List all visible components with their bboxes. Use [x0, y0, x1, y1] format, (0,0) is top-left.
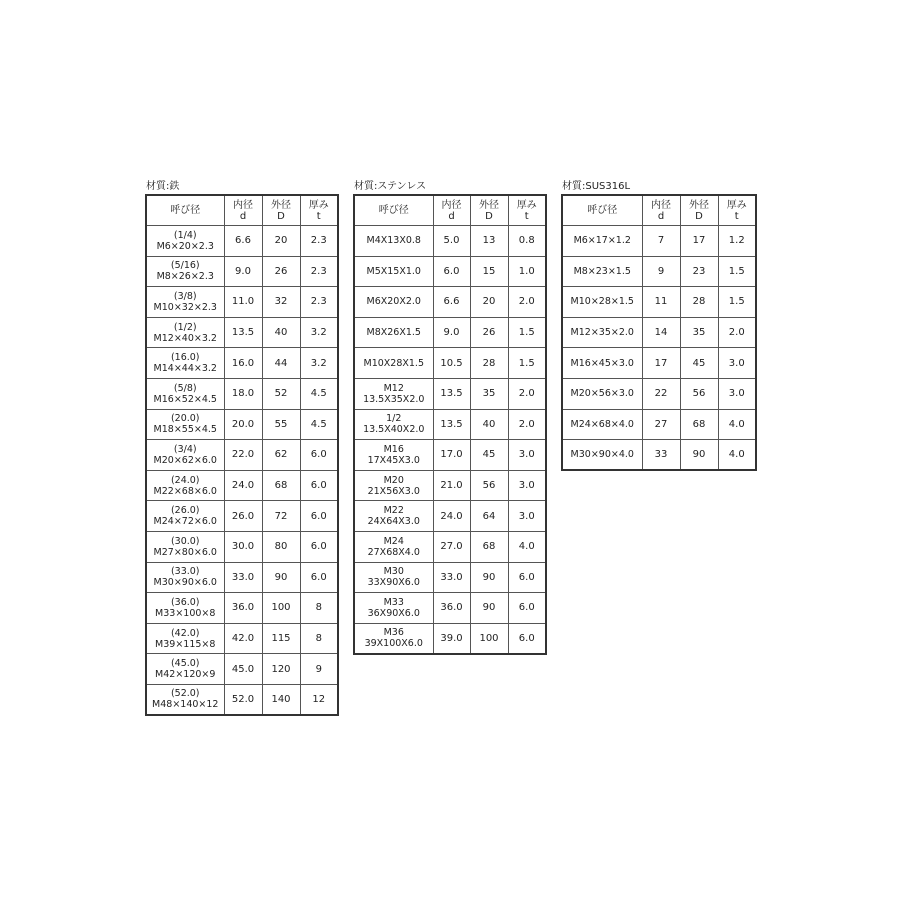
cell-thickness: 3.0: [508, 440, 546, 471]
cell-nominal-size: M8X26X1.5: [354, 317, 433, 348]
cell-outer-diameter: 100: [470, 623, 508, 654]
cell-outer-diameter: 140: [262, 684, 300, 715]
table-row: [146, 531, 338, 562]
cell-outer-diameter: 35: [470, 378, 508, 409]
table-row: [146, 501, 338, 532]
cell-inner-diameter: 7: [642, 226, 680, 257]
cell-thickness: 6.0: [508, 593, 546, 624]
cell-inner-diameter: 6.0: [433, 256, 470, 287]
table-row: [562, 256, 756, 287]
cell-inner-diameter: 16.0: [224, 348, 262, 379]
cell-nominal-size: (26.0) M24×72×6.0: [146, 501, 224, 532]
cell-thickness: 3.0: [718, 378, 756, 409]
table-row: [146, 256, 338, 287]
cell-outer-diameter: 120: [262, 654, 300, 685]
cell-nominal-size: (3/8) M10×32×2.3: [146, 287, 224, 318]
table-sus316l-block: [561, 181, 757, 471]
cell-outer-diameter: 26: [470, 317, 508, 348]
table-sus316l: [561, 194, 757, 471]
header-nominal-size: 呼び径: [354, 195, 433, 226]
cell-thickness: 4.5: [300, 378, 338, 409]
cell-outer-diameter: 45: [680, 348, 718, 379]
table-row: [562, 226, 756, 257]
cell-outer-diameter: 17: [680, 226, 718, 257]
cell-inner-diameter: 6.6: [224, 226, 262, 257]
cell-inner-diameter: 17.0: [433, 440, 470, 471]
cell-nominal-size: M5X15X1.0: [354, 256, 433, 287]
cell-thickness: 2.3: [300, 226, 338, 257]
cell-thickness: 2.0: [508, 287, 546, 318]
cell-thickness: 9: [300, 654, 338, 685]
cell-nominal-size: (20.0) M18×55×4.5: [146, 409, 224, 440]
cell-outer-diameter: 40: [470, 409, 508, 440]
cell-thickness: 8: [300, 593, 338, 624]
cell-outer-diameter: 44: [262, 348, 300, 379]
cell-nominal-size: M12 13.5X35X2.0: [354, 378, 433, 409]
cell-nominal-size: M30 33X90X6.0: [354, 562, 433, 593]
cell-nominal-size: M4X13X0.8: [354, 226, 433, 257]
cell-nominal-size: M22 24X64X3.0: [354, 501, 433, 532]
cell-nominal-size: M16 17X45X3.0: [354, 440, 433, 471]
table-header-row: [562, 195, 756, 226]
cell-inner-diameter: 13.5: [433, 409, 470, 440]
table-row: [354, 593, 546, 624]
cell-nominal-size: M12×35×2.0: [562, 317, 642, 348]
cell-outer-diameter: 55: [262, 409, 300, 440]
table-row: [354, 348, 546, 379]
cell-inner-diameter: 17: [642, 348, 680, 379]
cell-nominal-size: (3/4) M20×62×6.0: [146, 440, 224, 471]
cell-outer-diameter: 62: [262, 440, 300, 471]
cell-outer-diameter: 100: [262, 593, 300, 624]
cell-thickness: 3.0: [508, 470, 546, 501]
cell-outer-diameter: 20: [470, 287, 508, 318]
table-row: [354, 562, 546, 593]
cell-outer-diameter: 28: [680, 287, 718, 318]
cell-inner-diameter: 9: [642, 256, 680, 287]
cell-thickness: 12: [300, 684, 338, 715]
cell-thickness: 6.0: [508, 562, 546, 593]
table-iron: [145, 194, 339, 716]
cell-inner-diameter: 22.0: [224, 440, 262, 471]
cell-nominal-size: M6X20X2.0: [354, 287, 433, 318]
cell-outer-diameter: 56: [470, 470, 508, 501]
cell-outer-diameter: 23: [680, 256, 718, 287]
cell-inner-diameter: 18.0: [224, 378, 262, 409]
cell-nominal-size: M36 39X100X6.0: [354, 623, 433, 654]
table-row: [146, 684, 338, 715]
table-row: [146, 317, 338, 348]
cell-nominal-size: (24.0) M22×68×6.0: [146, 470, 224, 501]
header-thickness: 厚み t: [508, 195, 546, 226]
cell-outer-diameter: 15: [470, 256, 508, 287]
cell-nominal-size: M24 27X68X4.0: [354, 531, 433, 562]
table-row: [146, 593, 338, 624]
cell-inner-diameter: 42.0: [224, 623, 262, 654]
cell-thickness: 4.5: [300, 409, 338, 440]
table-row: [146, 348, 338, 379]
cell-nominal-size: M20×56×3.0: [562, 378, 642, 409]
cell-nominal-size: (33.0) M30×90×6.0: [146, 562, 224, 593]
table-row: [354, 226, 546, 257]
cell-nominal-size: (5/16) M8×26×2.3: [146, 256, 224, 287]
table-row: [562, 287, 756, 318]
cell-thickness: 6.0: [300, 501, 338, 532]
cell-inner-diameter: 14: [642, 317, 680, 348]
cell-inner-diameter: 21.0: [433, 470, 470, 501]
cell-thickness: 3.0: [718, 348, 756, 379]
table-row: [562, 378, 756, 409]
cell-inner-diameter: 27: [642, 409, 680, 440]
cell-outer-diameter: 52: [262, 378, 300, 409]
cell-nominal-size: (5/8) M16×52×4.5: [146, 378, 224, 409]
cell-thickness: 1.5: [508, 348, 546, 379]
cell-thickness: 6.0: [300, 531, 338, 562]
cell-nominal-size: M10X28X1.5: [354, 348, 433, 379]
cell-nominal-size: M16×45×3.0: [562, 348, 642, 379]
table-stainless-block: [353, 181, 547, 655]
cell-outer-diameter: 20: [262, 226, 300, 257]
cell-inner-diameter: 20.0: [224, 409, 262, 440]
table-sus316l-caption: 材質:SUS316L: [562, 181, 631, 192]
cell-outer-diameter: 90: [262, 562, 300, 593]
cell-thickness: 1.5: [718, 287, 756, 318]
cell-inner-diameter: 6.6: [433, 287, 470, 318]
cell-outer-diameter: 45: [470, 440, 508, 471]
header-outer-diameter: 外径 D: [470, 195, 508, 226]
table-header-row: [354, 195, 546, 226]
cell-nominal-size: M30×90×4.0: [562, 440, 642, 471]
cell-inner-diameter: 22: [642, 378, 680, 409]
cell-outer-diameter: 115: [262, 623, 300, 654]
table-iron-caption: 材質:鉄: [146, 181, 180, 192]
cell-outer-diameter: 64: [470, 501, 508, 532]
cell-thickness: 6.0: [300, 562, 338, 593]
table-row: [354, 317, 546, 348]
table-row: [354, 409, 546, 440]
cell-inner-diameter: 24.0: [224, 470, 262, 501]
cell-inner-diameter: 5.0: [433, 226, 470, 257]
header-nominal-size: 呼び径: [562, 195, 642, 226]
cell-thickness: 3.2: [300, 348, 338, 379]
table-row: [146, 654, 338, 685]
cell-thickness: 4.0: [718, 440, 756, 471]
cell-nominal-size: (30.0) M27×80×6.0: [146, 531, 224, 562]
table-row: [562, 348, 756, 379]
cell-inner-diameter: 26.0: [224, 501, 262, 532]
table-iron-block: [145, 181, 339, 716]
cell-outer-diameter: 26: [262, 256, 300, 287]
cell-thickness: 2.0: [718, 317, 756, 348]
cell-thickness: 1.2: [718, 226, 756, 257]
table-row: [354, 287, 546, 318]
cell-thickness: 0.8: [508, 226, 546, 257]
cell-thickness: 6.0: [508, 623, 546, 654]
cell-outer-diameter: 56: [680, 378, 718, 409]
cell-nominal-size: (36.0) M33×100×8: [146, 593, 224, 624]
table-row: [354, 256, 546, 287]
cell-inner-diameter: 11.0: [224, 287, 262, 318]
table-row: [562, 440, 756, 471]
cell-thickness: 6.0: [300, 440, 338, 471]
header-inner-diameter: 内径 d: [224, 195, 262, 226]
cell-inner-diameter: 24.0: [433, 501, 470, 532]
cell-thickness: 3.0: [508, 501, 546, 532]
cell-inner-diameter: 9.0: [433, 317, 470, 348]
cell-inner-diameter: 30.0: [224, 531, 262, 562]
header-thickness: 厚み t: [300, 195, 338, 226]
cell-thickness: 4.0: [508, 531, 546, 562]
table-row: [562, 317, 756, 348]
cell-inner-diameter: 9.0: [224, 256, 262, 287]
table-row: [354, 378, 546, 409]
cell-thickness: 2.0: [508, 378, 546, 409]
cell-outer-diameter: 90: [470, 593, 508, 624]
cell-thickness: 4.0: [718, 409, 756, 440]
cell-thickness: 6.0: [300, 470, 338, 501]
cell-outer-diameter: 90: [470, 562, 508, 593]
cell-inner-diameter: 45.0: [224, 654, 262, 685]
cell-outer-diameter: 68: [262, 470, 300, 501]
table-row: [146, 623, 338, 654]
table-row: [146, 562, 338, 593]
cell-thickness: 2.3: [300, 256, 338, 287]
header-outer-diameter: 外径 D: [680, 195, 718, 226]
cell-nominal-size: (42.0) M39×115×8: [146, 623, 224, 654]
header-inner-diameter: 内径 d: [433, 195, 470, 226]
cell-inner-diameter: 33: [642, 440, 680, 471]
table-stainless-caption: 材質:ステンレス: [354, 181, 427, 192]
cell-outer-diameter: 68: [680, 409, 718, 440]
cell-thickness: 1.5: [508, 317, 546, 348]
table-stainless: [353, 194, 547, 655]
cell-inner-diameter: 52.0: [224, 684, 262, 715]
cell-nominal-size: M8×23×1.5: [562, 256, 642, 287]
cell-inner-diameter: 10.5: [433, 348, 470, 379]
cell-outer-diameter: 72: [262, 501, 300, 532]
cell-inner-diameter: 33.0: [433, 562, 470, 593]
table-row: [146, 287, 338, 318]
cell-outer-diameter: 32: [262, 287, 300, 318]
cell-thickness: 1.5: [718, 256, 756, 287]
cell-thickness: 1.0: [508, 256, 546, 287]
cell-outer-diameter: 35: [680, 317, 718, 348]
table-row: [354, 531, 546, 562]
cell-inner-diameter: 36.0: [433, 593, 470, 624]
cell-nominal-size: (1/2) M12×40×3.2: [146, 317, 224, 348]
table-header-row: [146, 195, 338, 226]
cell-outer-diameter: 90: [680, 440, 718, 471]
cell-nominal-size: (52.0) M48×140×12: [146, 684, 224, 715]
cell-outer-diameter: 40: [262, 317, 300, 348]
table-row: [354, 470, 546, 501]
table-row: [354, 501, 546, 532]
cell-inner-diameter: 13.5: [224, 317, 262, 348]
cell-inner-diameter: 33.0: [224, 562, 262, 593]
cell-nominal-size: M33 36X90X6.0: [354, 593, 433, 624]
table-row: [354, 623, 546, 654]
cell-nominal-size: (16.0) M14×44×3.2: [146, 348, 224, 379]
table-row: [146, 470, 338, 501]
header-thickness: 厚み t: [718, 195, 756, 226]
cell-outer-diameter: 13: [470, 226, 508, 257]
cell-inner-diameter: 27.0: [433, 531, 470, 562]
cell-inner-diameter: 39.0: [433, 623, 470, 654]
cell-nominal-size: M10×28×1.5: [562, 287, 642, 318]
cell-nominal-size: (45.0) M42×120×9: [146, 654, 224, 685]
table-row: [354, 440, 546, 471]
cell-nominal-size: (1/4) M6×20×2.3: [146, 226, 224, 257]
cell-outer-diameter: 80: [262, 531, 300, 562]
table-row: [146, 378, 338, 409]
cell-inner-diameter: 36.0: [224, 593, 262, 624]
table-row: [146, 440, 338, 471]
header-nominal-size: 呼び径: [146, 195, 224, 226]
cell-thickness: 2.3: [300, 287, 338, 318]
header-inner-diameter: 内径 d: [642, 195, 680, 226]
header-outer-diameter: 外径 D: [262, 195, 300, 226]
cell-inner-diameter: 11: [642, 287, 680, 318]
cell-nominal-size: 1/2 13.5X40X2.0: [354, 409, 433, 440]
cell-inner-diameter: 13.5: [433, 378, 470, 409]
cell-thickness: 3.2: [300, 317, 338, 348]
table-row: [146, 409, 338, 440]
cell-outer-diameter: 28: [470, 348, 508, 379]
cell-outer-diameter: 68: [470, 531, 508, 562]
cell-nominal-size: M24×68×4.0: [562, 409, 642, 440]
cell-thickness: 2.0: [508, 409, 546, 440]
cell-thickness: 8: [300, 623, 338, 654]
cell-nominal-size: M6×17×1.2: [562, 226, 642, 257]
table-row: [562, 409, 756, 440]
table-row: [146, 226, 338, 257]
cell-nominal-size: M20 21X56X3.0: [354, 470, 433, 501]
